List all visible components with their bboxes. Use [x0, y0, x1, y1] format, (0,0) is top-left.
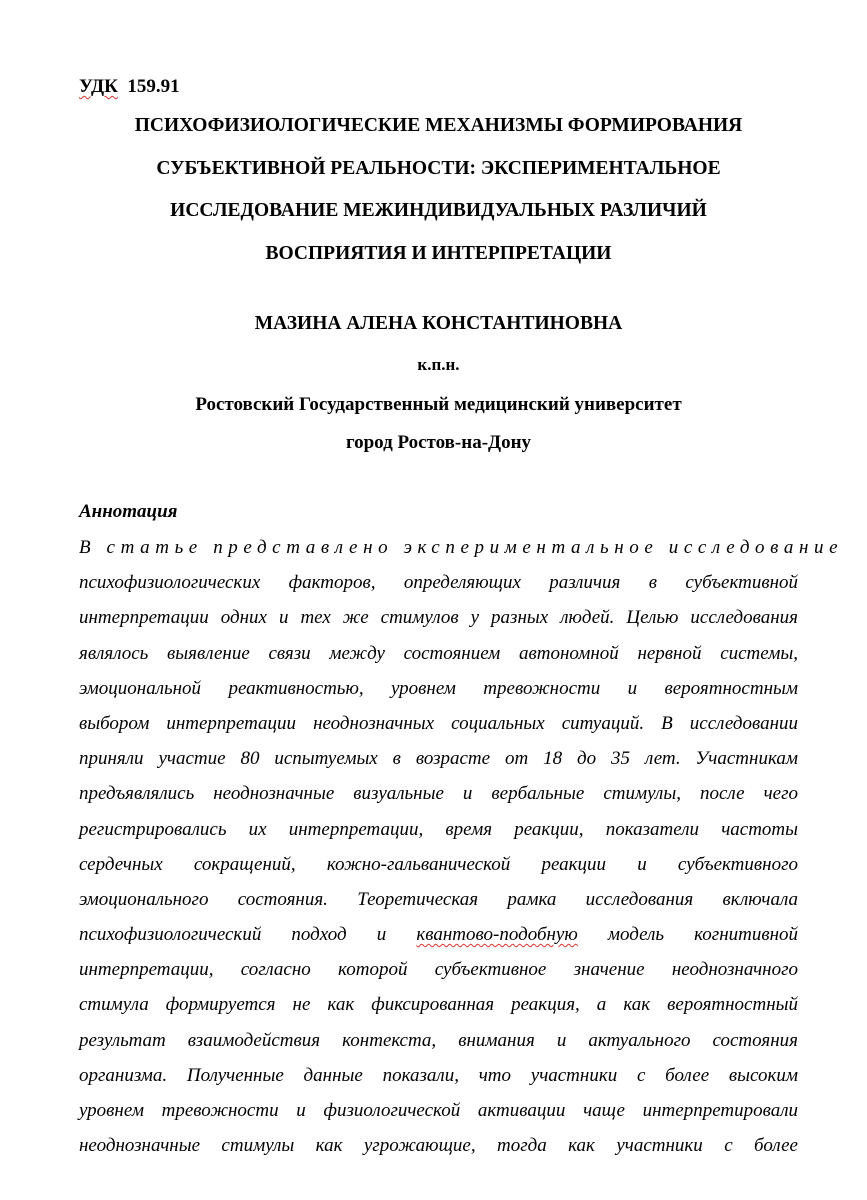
abstract-line-with-flagged-word [79, 917, 798, 952]
author-degree: к.п.н. [417, 355, 460, 374]
title-line: ИССЛЕДОВАНИЕ МЕЖИНДИВИДУАЛЬНЫХ РАЗЛИЧИЙ [170, 200, 707, 221]
abstract-line: уровнем тревожности и физиологической активации чаще интерпретировали [79, 1100, 798, 1121]
abstract-line: неоднозначные стимулы как угрожающие, тогда как участники с более [79, 1135, 798, 1157]
title-line: ПСИХОФИЗИОЛОГИЧЕСКИЕ МЕХАНИЗМЫ ФОРМИРОВАНИЯ [134, 115, 743, 136]
abstract-line: приняли участие 80 испытуемых в возрасте от 18 до 35 лет. Участникам [79, 748, 798, 770]
abstract-line: психофизиологических факторов, определяющих различия в субъективной [79, 572, 798, 594]
abstract-line: стимула формируется не как фиксированная реакция, а как вероятностный [79, 994, 798, 1016]
abstract-heading: Аннотация [79, 501, 178, 522]
udk-number: 159.91 [127, 76, 180, 97]
udk-code [79, 75, 180, 99]
abstract-line: сердечных сокращений, кожно-гальванической реакции и субъективного [79, 853, 798, 875]
abstract-body [79, 530, 844, 1163]
abstract-line: интерпретации, согласно которой субъективное значение неоднозначного [79, 959, 798, 981]
abstract-line: регистрировались их интерпретации, время реакции, показатели частоты [79, 818, 798, 840]
abstract-line: интерпретации одних и тех же стимулов у разных людей. Целью исследования [79, 607, 798, 629]
abstract-line: результат взаимодействия контекста, внимания и актуального состояния [79, 1029, 798, 1051]
abstract-line-head: психофизиологический подход и [79, 924, 387, 946]
paper-title [60, 105, 817, 275]
abstract-line: В статье представлено экспериментальное исследование [79, 537, 844, 558]
author-name: МАЗИНА АЛЕНА КОНСТАНТИНОВНА [254, 313, 623, 334]
author-city: город Ростов-на-Дону [345, 432, 532, 453]
abstract-line: организма. Полученные данные показали, что участники с более высоким [79, 1064, 798, 1086]
spellcheck-flagged-word[interactable]: квантово-подобную [416, 924, 578, 946]
title-line: ВОСПРИЯТИЯ И ИНТЕРПРЕТАЦИИ [265, 242, 612, 264]
udk-label: УДК [79, 76, 118, 97]
abstract-line: выбором интерпретации неоднозначных социальных ситуаций. В исследовании [79, 712, 798, 734]
abstract-line: являлось выявление связи между состоянием автономной нервной системы, [79, 642, 798, 664]
abstract-line-tail: модель когнитивной [607, 924, 799, 946]
abstract-line: эмоциональной реактивностью, уровнем тревожности и вероятностным [79, 677, 798, 699]
abstract-line: эмоционального состояния. Теоретическая рамка исследования включала [79, 888, 798, 910]
title-line: СУБЪЕКТИВНОЙ РЕАЛЬНОСТИ: ЭКСПЕРИМЕНТАЛЬНОЕ [156, 157, 721, 179]
abstract-line: предъявлялись неоднозначные визуальные и вербальные стимулы, после чего [79, 783, 798, 805]
author-affiliation: Ростовский Государственный медицинский университет [195, 394, 682, 415]
